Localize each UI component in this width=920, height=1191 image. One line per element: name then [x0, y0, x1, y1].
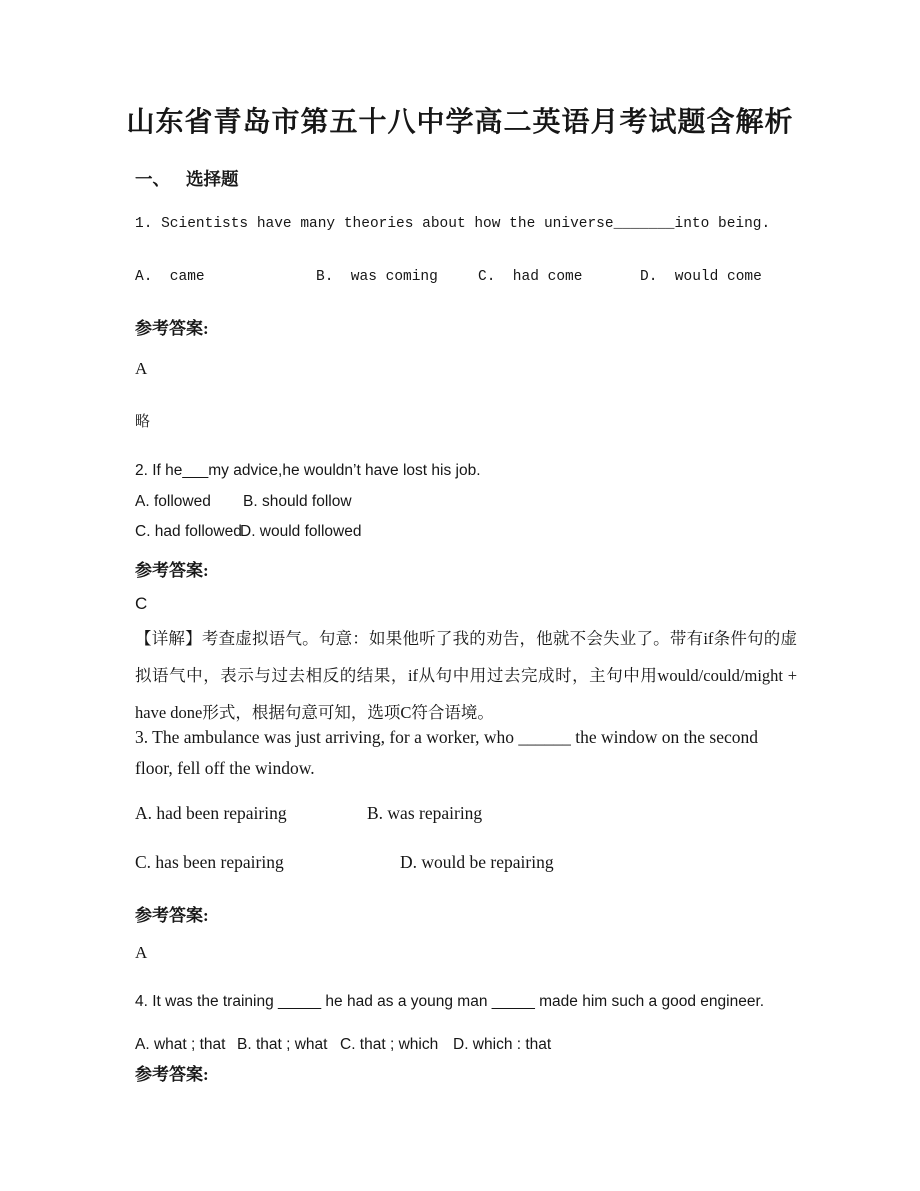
answer-heading-2: 参考答案: [135, 561, 209, 580]
question-2-options-row-2 [135, 523, 835, 547]
answer-value-2: C [135, 594, 148, 613]
question-3-options-row-2 [135, 852, 835, 876]
section-label: 选择题 [186, 169, 239, 189]
question-3-option-b: B. was repairing [367, 803, 483, 823]
answer-heading-1: 参考答案: [135, 319, 209, 338]
explanation-2: 【详解】考查虚拟语气。句意：如果他听了我的劝告，他就不会失业了。带有if条件句的虚拟语气中，表示与过去相反的结果，if从句中用过去完成时，主句中用would/could/might + have done形式，根据句意可知，选项C符合语境。 [135, 629, 797, 722]
question-2-option-d: D. would followed [240, 523, 362, 540]
question-4-option-d: D. which : that [453, 1036, 552, 1053]
question-1-option-b: B. was coming [316, 269, 438, 285]
answer-value-1: A [135, 359, 148, 378]
question-4-option-b: B. that ; what [237, 1036, 328, 1053]
question-1-option-a: A. came [135, 269, 205, 285]
section-marker: 一、 [135, 169, 170, 189]
question-1-options [135, 269, 835, 293]
question-1-option-d: D. would come [640, 269, 762, 285]
question-3-option-d: D. would be repairing [400, 852, 554, 872]
answer-value-3: A [135, 943, 148, 962]
question-1-stem: 1. Scientists have many theories about how the universe_______into being. [135, 216, 771, 232]
question-2-option-a: A. followed [135, 493, 211, 510]
question-2-option-c: C. had followed [135, 523, 242, 540]
question-4-option-a: A. what ; that [135, 1036, 226, 1053]
question-2-option-b: B. should follow [243, 493, 352, 510]
question-1-option-c: C. had come [478, 269, 583, 285]
document-title: 山东省青岛市第五十八中学高二英语月考试题含解析 [126, 107, 794, 138]
question-4-options [135, 1036, 835, 1060]
answer-heading-3: 参考答案: [135, 906, 209, 925]
question-3-stem: 3. The ambulance was just arriving, for a worker, who ______ the window on the second floor, fell off the window. [135, 727, 758, 778]
answer-heading-4: 参考答案: [135, 1065, 209, 1084]
question-3-option-c: C. has been repairing [135, 852, 284, 872]
question-3-options-row-1 [135, 803, 835, 827]
question-2-options-row-1 [135, 493, 835, 517]
question-4-option-c: C. that ; which [340, 1036, 439, 1053]
question-2-stem: 2. If he___my advice,he wouldn’t have lost his job. [135, 462, 481, 479]
question-3-option-a: A. had been repairing [135, 803, 287, 823]
answer-note-1: 略 [135, 414, 151, 430]
section-heading [135, 166, 239, 191]
question-4-stem: 4. It was the training _____ he had as a young man _____ made him such a good engineer. [135, 993, 765, 1010]
